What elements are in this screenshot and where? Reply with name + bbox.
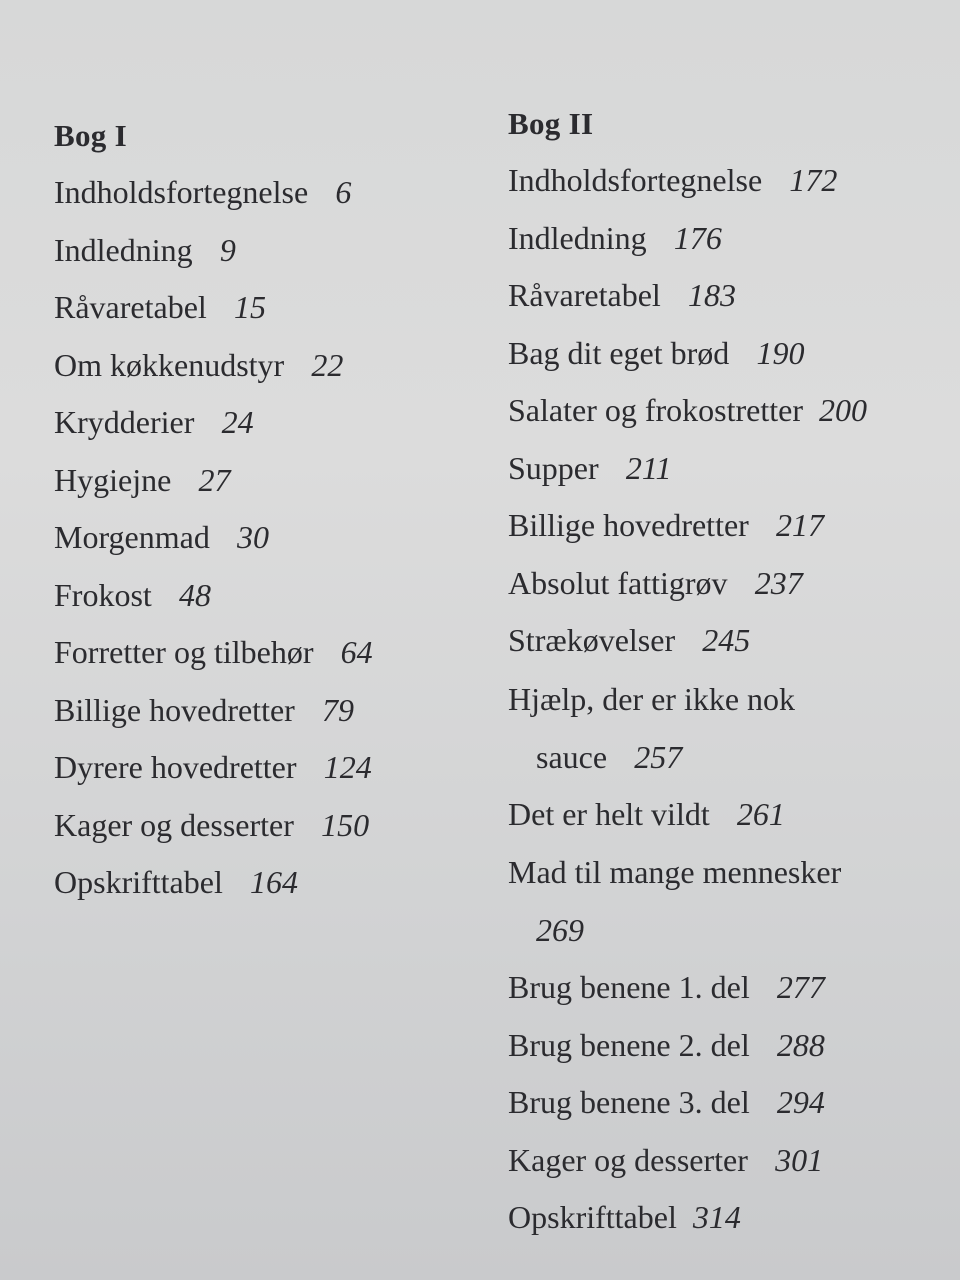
toc-page: 24 [221,404,254,440]
toc-entry [54,624,474,682]
toc-title: Dyrere hovedretter [54,749,297,785]
toc-page: 314 [692,1199,741,1235]
toc-title: Indholdsfortegnelse [54,174,309,210]
toc-page: 164 [250,864,299,900]
toc-page: 79 [322,691,354,728]
toc-entry [54,739,474,797]
toc-entry [508,1017,948,1075]
toc-entry [508,1132,948,1190]
book-1-heading: Bog I [54,118,127,153]
toc-entry [508,612,948,670]
toc-title: Morgenmad [54,519,210,555]
book-2-toc [508,152,948,1247]
toc-title-cont-text: sauce [536,738,608,775]
toc-title: Indledning [54,231,193,268]
toc-entry [508,1189,948,1247]
toc-page: 237 [754,564,803,601]
toc-title: Brug benene 3. del [508,1084,750,1120]
toc-entry [508,152,948,210]
toc-page: 176 [673,219,722,256]
toc-page: 211 [625,449,672,486]
toc-page: 124 [323,749,372,785]
book-1-column [54,118,474,912]
toc-entry [508,555,948,613]
toc-title: Absolut fattigrøv [508,564,728,601]
toc-page: 301 [775,1141,824,1178]
book-2-heading: Bog II [508,106,594,141]
toc-entry [508,210,948,268]
toc-title: Kager og desserter [508,1141,748,1178]
toc-title-continuation [508,901,948,959]
toc-page: 200 [819,392,867,428]
toc-entry [508,670,948,786]
toc-page: 183 [687,277,736,313]
toc-entry [508,267,948,325]
toc-title: Brug benene 2. del [508,1026,750,1063]
toc-title-continuation [508,728,948,786]
toc-entry [508,325,948,383]
toc-title: Bag dit eget brød [508,334,730,371]
toc-title: Hjælp, der er ikke nok [508,680,796,717]
toc-page: 245 [702,622,751,658]
book-1-toc [54,164,474,912]
toc-entry [54,394,474,452]
toc-entry [508,440,948,498]
toc-page: 9 [219,231,236,268]
toc-entry [508,1074,948,1132]
toc-entry [508,786,948,844]
toc-title: Opskrifttabel [54,864,223,900]
toc-title: Billige hovedretter [54,691,295,728]
toc-entry [54,452,474,510]
toc-page: 261 [736,795,785,832]
toc-title: Salater og frokostretter [508,392,803,428]
toc-title: Hygiejne [54,461,172,498]
toc-title: Opskrifttabel [508,1199,677,1235]
toc-title: Frokost [54,576,152,613]
toc-title: Krydderier [54,404,195,440]
toc-title: Supper [508,449,599,486]
toc-title: Forretter og tilbehør [54,634,314,670]
toc-title: Brug benene 1. del [508,969,750,1005]
toc-page: 30 [237,519,270,555]
toc-entry [508,959,948,1017]
toc-entry [54,222,474,280]
toc-page: 294 [776,1084,825,1120]
toc-page: 150 [321,806,370,843]
toc-entry [54,279,474,337]
toc-entry [54,567,474,625]
toc-page: 172 [789,162,838,198]
toc-page: 190 [756,334,805,371]
toc-page: 6 [335,174,352,210]
toc-title: Billige hovedretter [508,507,749,543]
toc-title: Mad til mange mennesker [508,854,842,890]
toc-title: Strækøvelser [508,622,676,658]
toc-entry [508,843,948,959]
toc-page: 64 [340,634,373,670]
toc-title: Om køkkenudstyr [54,346,285,383]
toc-page: 48 [178,576,211,613]
toc-entry [54,337,474,395]
toc-page: 27 [198,461,231,498]
toc-title: Indledning [508,219,647,256]
toc-entry [54,797,474,855]
toc-title: Indholdsfortegnelse [508,162,763,198]
toc-entry [508,497,948,555]
toc-page: 15 [233,289,266,325]
toc-entry [54,164,474,222]
toc-title: Råvaretabel [54,289,207,325]
toc-page: 257 [634,738,683,775]
toc-page: 217 [776,507,824,543]
toc-entry [54,682,474,740]
toc-entry [508,382,948,440]
toc-page: 269 [536,912,584,948]
toc-entry [54,854,474,912]
toc-page: 277 [776,969,825,1005]
toc-title: Råvaretabel [508,277,661,313]
toc-title: Kager og desserter [54,806,294,843]
toc-page: 288 [776,1026,825,1063]
toc-title: Det er helt vildt [508,795,710,832]
book-2-column [508,106,948,1247]
toc-entry [54,509,474,567]
toc-page: 22 [311,346,344,383]
